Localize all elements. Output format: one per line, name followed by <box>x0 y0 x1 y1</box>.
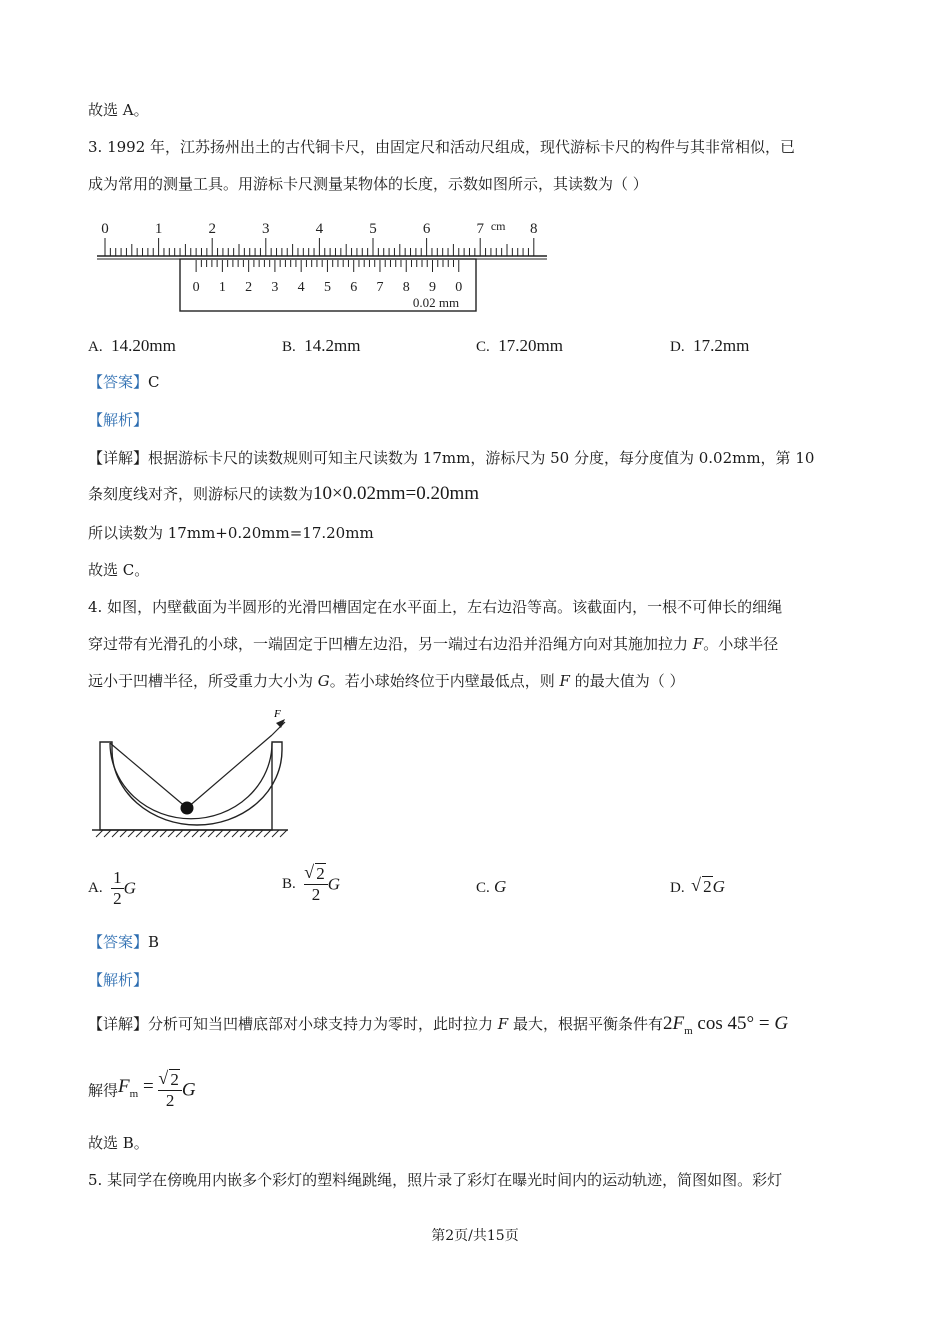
option-d: D. 17.2mm <box>670 336 750 355</box>
vernier-scale-number: 9 <box>428 280 436 295</box>
vernier-scale-number: 5 <box>323 280 331 295</box>
detail-line3: 所以读数为 17mm+0.20mm=17.20mm <box>88 524 374 542</box>
main-scale-number: 6 <box>422 221 431 237</box>
fraction-half: $\frac{1}{2}$ <box>113 868 122 908</box>
vernier-scale-number: 3 <box>271 280 279 295</box>
question-4-stem-line1: 4. 如图，内壁截面为半圆形的光滑凹槽固定在水平面上，左右边沿等高。该截面内，一根不可伸长的细绳 <box>88 598 783 616</box>
answer-value: C <box>148 373 160 391</box>
detail-text: 条刻度线对齐，则游标尺的读数为 <box>88 485 314 503</box>
detail-label: 【详解】 <box>88 1015 149 1033</box>
option-c: C. 17.20mm <box>476 336 563 355</box>
question-3-stem-line2: 成为常用的测量工具。用游标卡尺测量某物体的长度，示数如图所示，其读数为（ ） <box>88 175 648 193</box>
unit-label: cm <box>490 219 506 233</box>
vernier-scale-number: 4 <box>297 280 305 295</box>
choose-line: 故选 C。 <box>88 561 150 579</box>
main-scale-number: 0 <box>101 221 109 237</box>
main-scale-number: 7 <box>476 221 484 237</box>
question-3-stem-line1: 3. 1992 年，江苏扬州出土的古代铜卡尺，由固定尺和活动尺组成，现代游标卡尺的构件与其非常相似，已 <box>88 138 796 156</box>
detail-line2 <box>88 484 479 504</box>
detail-label: 【详解】 <box>88 449 149 467</box>
answer-line <box>88 372 160 392</box>
vernier-scale-number: 0 <box>192 280 200 295</box>
question-4-stem-line2: 穿过带有光滑孔的小球，一端固定于凹槽左边沿，另一端过右边沿并沿绳方向对其施加拉力 F。小球半径 <box>88 635 779 653</box>
force-label: F <box>274 708 281 720</box>
answer-line <box>88 932 159 952</box>
option-d: D. √ 2G <box>670 877 725 897</box>
main-scale-number: 3 <box>262 221 270 237</box>
option-b: B. √ $\frac{2}{2}$ G <box>282 864 340 905</box>
caliper-vernier-scale <box>180 259 476 311</box>
main-scale-number: 1 <box>154 221 163 237</box>
answer-label: 【答案】 <box>88 933 149 951</box>
vernier-scale-number: 6 <box>350 280 358 295</box>
equilibrium-equation: $2F_m$ cos 45° = G <box>663 1013 789 1037</box>
detail-line1 <box>88 448 814 468</box>
main-scale-number: 5 <box>369 221 377 237</box>
choose-line: 故选 B。 <box>88 1134 149 1152</box>
vernier-scale-number: 2 <box>245 280 253 295</box>
option-b: B. 14.2mm <box>282 336 361 355</box>
analysis-label: 【解析】 <box>88 411 149 429</box>
detail-text: 根据游标卡尺的读数规则可知主尺读数为 17mm，游标尺为 50 分度，每分度值为 0.02mm，第 10 <box>148 449 815 467</box>
semicircular-groove-figure <box>92 705 292 840</box>
fraction-sqrt2-over-2: √ $\frac{2}{2}$ <box>158 1070 182 1111</box>
analysis-label: 【解析】 <box>88 971 149 989</box>
option-c: C. G <box>476 877 507 896</box>
page-footer: 第2页/共15页 <box>431 1228 519 1244</box>
main-scale-number: 2 <box>208 221 216 237</box>
vernier-caliper-figure <box>92 212 562 317</box>
vernier-scale-number: 1 <box>218 280 226 295</box>
vernier-scale-number: 7 <box>376 280 384 295</box>
option-a: A. 14.20mm <box>88 336 176 355</box>
answer-value: B <box>148 933 160 951</box>
solve-line: 解得$F_m$ = √ $\frac{2}{2}$ G <box>88 1064 196 1117</box>
question-4-stem-line3: 远小于凹槽半径，所受重力大小为 G。若小球始终位于内壁最低点，则 F 的最大值为（ ） <box>88 672 685 690</box>
text-line: 故选 A。 <box>88 101 149 119</box>
main-scale-number: 8 <box>530 221 538 237</box>
vernier-scale-number: 8 <box>402 280 410 295</box>
caliper-main-scale <box>97 219 547 259</box>
vernier-scale-number: 0 <box>455 280 463 295</box>
detail-math: 10×0.02mm=0.20mm <box>313 483 480 504</box>
fraction-sqrt2-over-2: √ $\frac{2}{2}$ <box>304 864 328 905</box>
option-a: A. $\frac{1}{2}$ G <box>88 868 136 908</box>
answer-label: 【答案】 <box>88 373 149 391</box>
detail-line1: 【详解】分析可知当凹槽底部对小球支持力为零时，此时拉力 F 最大，根据平衡条件有$2F_m$ cos 45° = G <box>88 1013 789 1037</box>
precision-label: 0.02 mm <box>412 295 460 310</box>
question-5-stem-line1: 5. 某同学在傍晚用内嵌多个彩灯的塑料绳跳绳，照片录了彩灯在曝光时间内的运动轨迹，简图如图。彩灯 <box>88 1171 783 1189</box>
main-scale-number: 4 <box>315 221 324 237</box>
